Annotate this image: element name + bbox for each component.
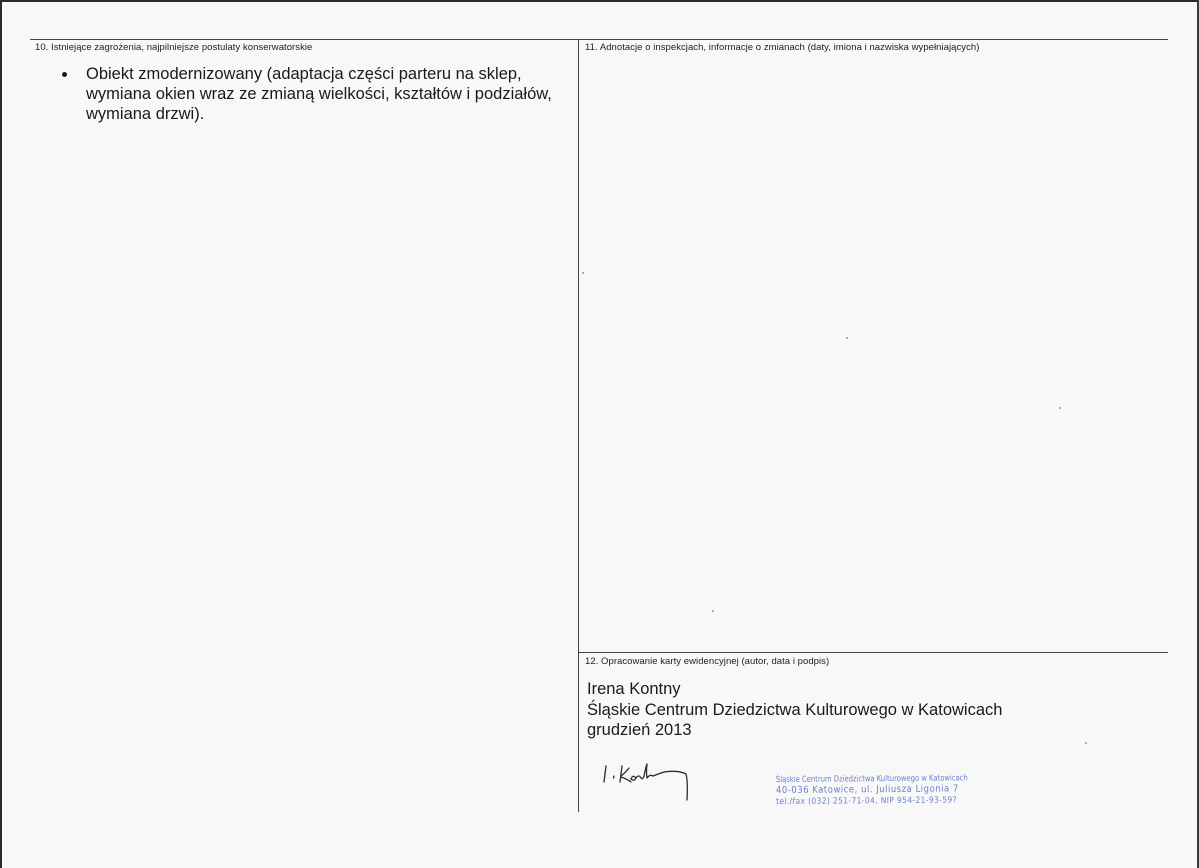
institution-stamp — [776, 772, 1010, 807]
section11-label: 11. Adnotacje o inspekcjach, informacje o zmianach (daty, imiona i nazwiska wypełniających) — [585, 42, 980, 53]
signature-image — [598, 752, 698, 804]
author-name: Irena Kontny — [587, 680, 681, 698]
stamp-line-2: 40-036 Katowice, ul. Juliusza Ligonia 7 — [775, 783, 959, 797]
table-top-rule — [30, 39, 1168, 40]
section12-top-rule — [578, 652, 1168, 653]
list-item — [62, 64, 577, 124]
scan-speck — [712, 610, 714, 612]
section10-list — [62, 64, 577, 124]
scan-speck — [582, 272, 584, 274]
bullet-icon — [62, 72, 67, 77]
author-institution: Śląskie Centrum Dziedzictwa Kulturowego w Katowicach — [587, 700, 1003, 719]
list-item-text: Obiekt zmodernizowany (adaptacja części parteru na sklep, wymiana okien wraz ze zmianą wielkości, kształtów i podziałów, wymiana drzwi). — [86, 65, 552, 123]
stamp-line-3: tel./fax (032) 251-71-04, NIP 954-21-93-59? — [776, 794, 957, 807]
author-date: grudzień 2013 — [587, 721, 692, 739]
stamp-line-1: Śląskie Centrum Dziedzictwa Kulturowego w Katowicach — [775, 772, 968, 785]
section10-label: 10. Istniejące zagrożenia, najpilniejsze postulaty konserwatorskie — [35, 42, 313, 53]
section12-label: 12. Opracowanie karty ewidencyjnej (autor, data i podpis) — [585, 656, 830, 667]
scan-speck — [1059, 407, 1061, 409]
author-block — [587, 679, 1002, 741]
column-divider — [578, 39, 579, 812]
scan-speck — [1085, 742, 1087, 744]
scan-speck — [846, 337, 848, 339]
